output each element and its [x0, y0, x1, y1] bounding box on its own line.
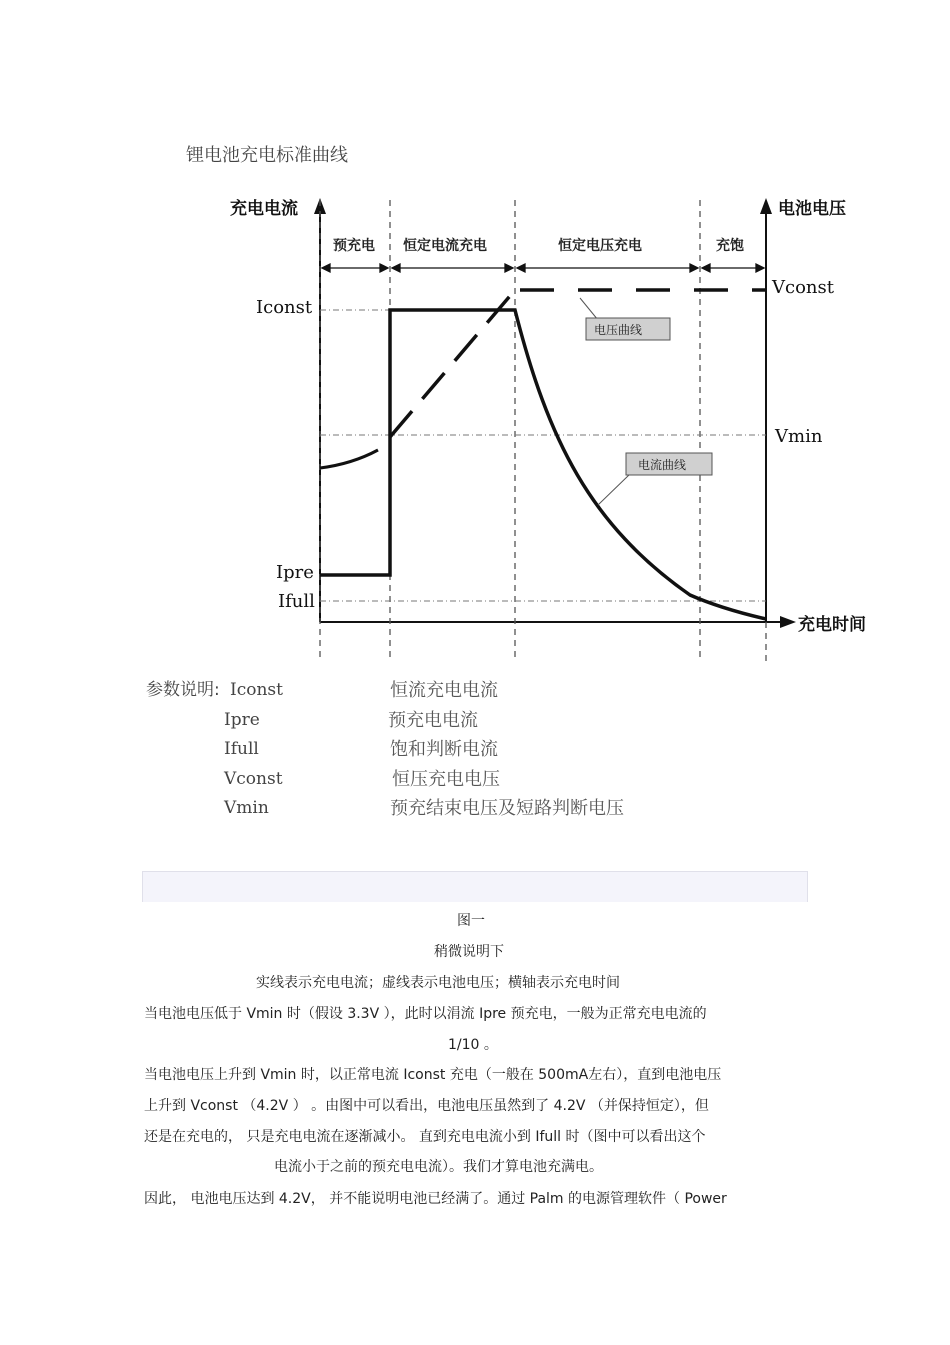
phase-label-full: 充饱 — [716, 238, 744, 254]
phase-label-cc: 恒定电流充电 — [403, 238, 487, 254]
legend-desc: 恒流充电电流 — [390, 680, 498, 701]
paragraph-line: 当电池电压低于 Vmin 时（假设 3.3V ），此时以涓流 Ipre 预充电，一般为正常充电电流的 — [144, 1006, 707, 1022]
legend-desc: 预充电电流 — [388, 710, 478, 731]
paragraph-line: 还是在充电的， 只是充电电流在逐渐减小。 直到充电电流小到 Ifull 时（图中可以看出这个 — [144, 1129, 706, 1145]
x-axis-label: 充电时间 — [798, 615, 866, 635]
left-axis-label: 充电电流 — [230, 199, 298, 219]
phase-label-precharge: 预充电 — [333, 238, 375, 254]
voltage-curve-precharge — [320, 450, 378, 468]
phase-label-cv: 恒定电压充电 — [558, 238, 642, 254]
figure-title: 锂电池充电标准曲线 — [186, 145, 348, 166]
legend-term: Ipre — [224, 710, 260, 730]
ifull-label: Ifull — [278, 591, 315, 612]
legend-desc: 饱和判断电流 — [390, 739, 498, 760]
vmin-label: Vmin — [775, 426, 823, 447]
paragraph-line: 电流小于之前的预充电电流）。我们才算电池充满电。 — [274, 1159, 603, 1175]
iconst-label: Iconst — [256, 297, 313, 318]
vconst-label: Vconst — [772, 277, 834, 298]
caption-bar — [142, 871, 808, 902]
figure-caption: 图一 — [457, 913, 485, 929]
legend-desc: 恒压充电电压 — [392, 769, 500, 790]
paragraph-line: 当电池电压上升到 Vmin 时，以正常电流 Iconst 充电（一般在 500mA左右），直到电池电压 — [144, 1067, 722, 1083]
legend-term: Vmin — [224, 798, 269, 818]
legend-term: Vconst — [224, 769, 283, 789]
legend-term: Ifull — [224, 739, 259, 759]
legend-desc: 预充结束电压及短路判断电压 — [390, 798, 624, 819]
ipre-label: Ipre — [276, 562, 314, 583]
voltage-curve-cc — [390, 290, 515, 437]
right-axis-arrow — [760, 198, 772, 214]
current-callout-label: 电流曲线 — [638, 458, 687, 472]
right-axis-label: 电池电压 — [778, 199, 846, 219]
legend-heading: 参数说明: — [146, 680, 220, 700]
paragraph-line: 1/10 。 — [448, 1037, 498, 1053]
paragraph-line: 实线表示充电电流；虚线表示电池电压；横轴表示充电时间 — [256, 975, 620, 991]
legend-term: Iconst — [230, 680, 283, 700]
voltage-callout-label: 电压曲线 — [594, 323, 643, 337]
paragraph-line: 因此， 电池电压达到 4.2V， 并不能说明电池已经满了。通过 Palm 的电源管理软件（ Power — [144, 1191, 727, 1207]
x-axis-arrow — [780, 616, 796, 628]
paragraph-line: 上升到 Vconst （4.2V ） 。由图中可以看出，电池电压虽然到了 4.2V （并保持恒定），但 — [144, 1098, 709, 1114]
paragraph-line: 稍微说明下 — [434, 944, 504, 960]
